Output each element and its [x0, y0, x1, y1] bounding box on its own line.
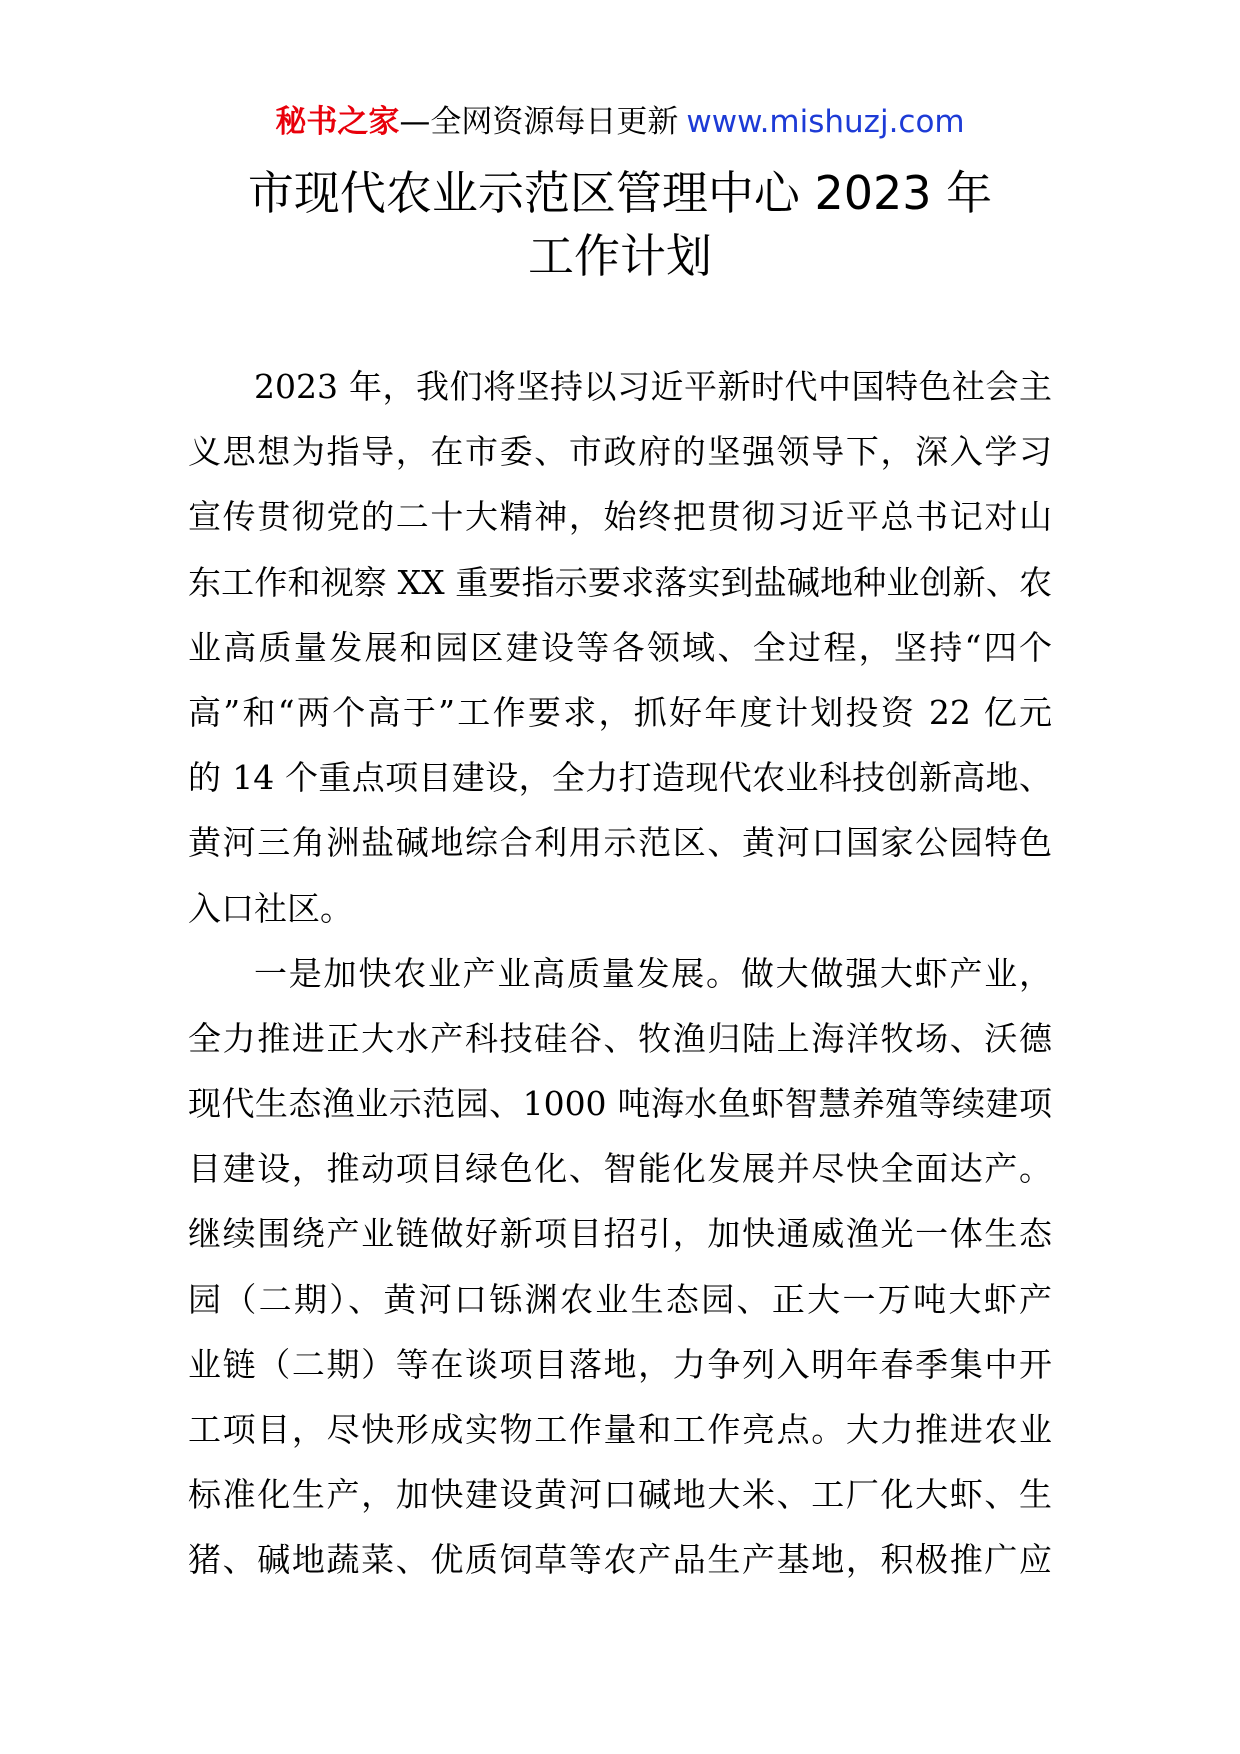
document-title-line-1: 市现代农业示范区管理中心 2023 年 [247, 166, 993, 220]
body-line-4: 东工作和视察 XX 重要指示要求落实到盐碱地种业创新、农 [188, 562, 1052, 602]
body-line-15: 园（二期）、黄河口铄渊农业生态园、正大一万吨大虾产 [188, 1279, 1052, 1319]
body-line-19: 猪、碱地蔬菜、优质饲草等农产品生产基地，积极推广应 [188, 1540, 1052, 1580]
body-line-17: 工项目，尽快形成实物工作量和工作亮点。大力推进农业 [188, 1410, 1052, 1449]
body-line-14: 继续围绕产业链做好新项目招引，加快通威渔光一体生态 [188, 1214, 1052, 1254]
body-line-2: 义思想为指导，在市委、市政府的坚强领导下，深入学习 [188, 432, 1052, 472]
body-line-3: 宣传贯彻党的二十大精神，始终把贯彻习近平总书记对山 [188, 497, 1052, 537]
header-watermark [0, 100, 1240, 144]
body-line-7: 的 14 个重点项目建设，全力打造现代农业科技创新高地、 [188, 758, 1052, 798]
brand-slogan: —全网资源每日更新 [399, 104, 679, 140]
document-body [188, 354, 1052, 1593]
site-url-link[interactable]: www.mishuzj.com [686, 104, 965, 140]
body-line-6: 高”和“两个高于”工作要求，抓好年度计划投资 22 亿元 [188, 692, 1052, 732]
brand-name: 秘书之家 [275, 104, 400, 140]
body-line-13: 目建设，推动项目绿色化、智能化发展并尽快全面达产。 [188, 1149, 1052, 1189]
body-line-8: 黄河三角洲盐碱地综合利用示范区、黄河口国家公园特色 [188, 823, 1052, 863]
body-line-9: 入口社区。 [188, 888, 353, 928]
body-line-5: 业高质量发展和园区建设等各领域、全过程，坚持“四个 [188, 627, 1052, 667]
body-line-10: 一是加快农业产业高质量发展。做大做强大虾产业， [254, 953, 1052, 993]
document-title-line-2: 工作计划 [528, 229, 712, 283]
body-line-12: 现代生态渔业示范园、1000 吨海水鱼虾智慧养殖等续建项 [188, 1084, 1052, 1124]
body-line-16: 业链（二期）等在谈项目落地，力争列入明年春季集中开 [188, 1344, 1052, 1384]
body-line-1: 2023 年，我们将坚持以习近平新时代中国特色社会主 [254, 367, 1052, 406]
body-line-18: 标准化生产，加快建设黄河口碱地大米、工厂化大虾、生 [188, 1475, 1052, 1515]
body-line-11: 全力推进正大水产科技硅谷、牧渔归陆上海洋牧场、沃德 [188, 1018, 1052, 1058]
